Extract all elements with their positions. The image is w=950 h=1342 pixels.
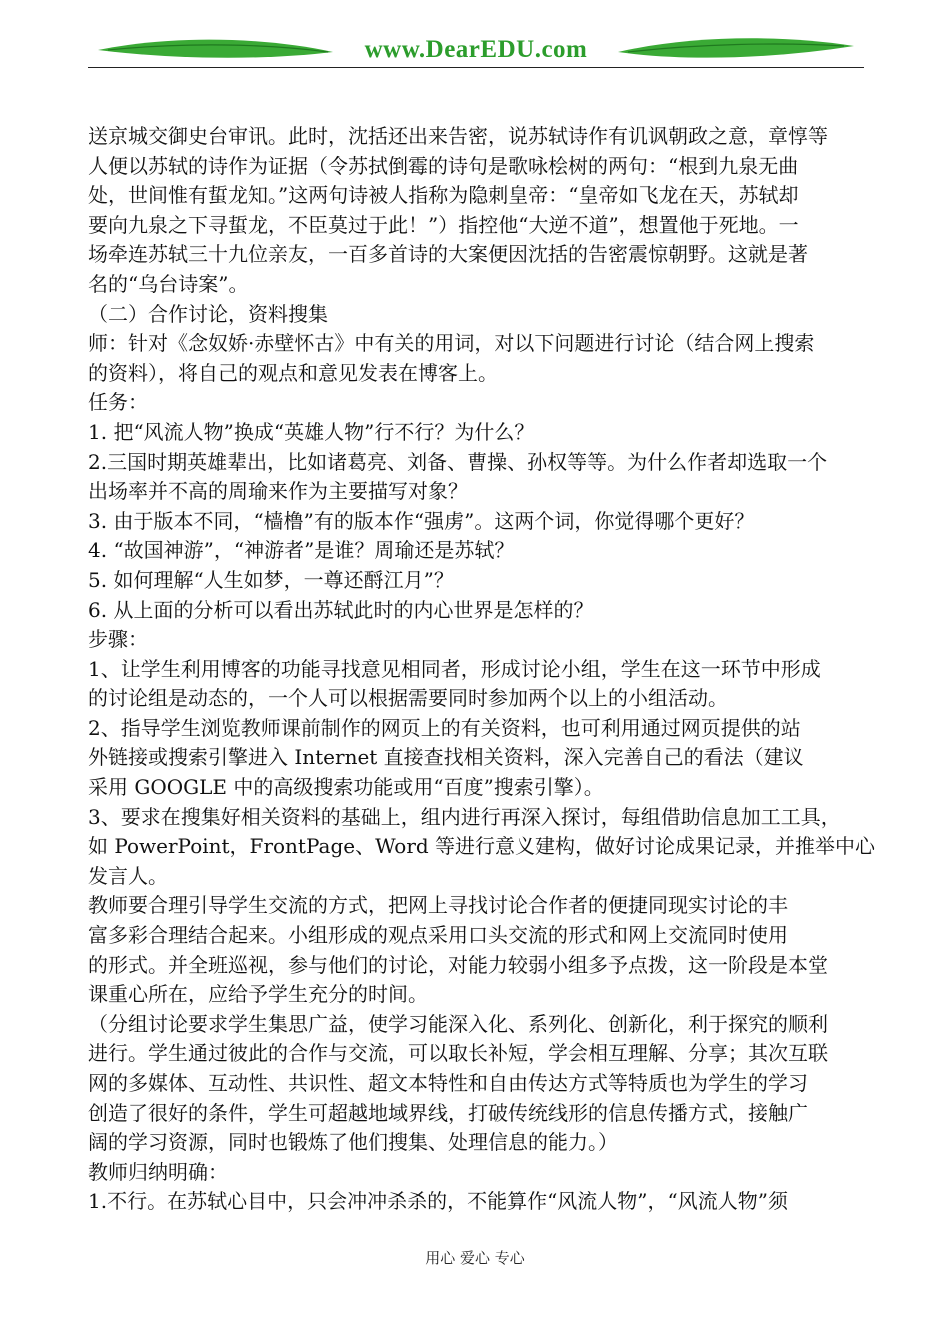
text-line: （二）合作讨论，资料搜集 — [88, 301, 328, 326]
text-line: 阔的学习资源，同时也锻炼了他们搜集、处理信息的能力。） — [88, 1130, 618, 1155]
text-line: 教师归纳明确： — [88, 1159, 228, 1184]
text-line: 名的“乌台诗案”。 — [88, 271, 249, 296]
text-line: 师：针对《念奴娇·赤壁怀古》中有关的用词，对以下问题进行讨论（结合网上搜索 — [88, 331, 815, 356]
text-line: 网的多媒体、互动性、共识性、超文本特性和自由传达方式等特质也为学生的学习 — [88, 1071, 808, 1095]
text-line: 课重心所在，应给予学生充分的时间。 — [88, 982, 428, 1007]
text-line: 2.三国时期英雄辈出，比如诸葛亮、刘备、曹操、孙权等等。为什么作者却选取一个 — [88, 449, 828, 474]
site-brand: www.DearEDU.com — [364, 36, 588, 63]
text-line: 2、指导学生浏览教师课前制作的网页上的有关资料，也可利用通过网页提供的站 — [88, 715, 801, 740]
text-line: 出场率并不高的周瑜来作为主要描写对象？ — [88, 479, 468, 504]
text-line: 要向九泉之下寻蜇龙，不臣莫过于此！”）指控他“大逆不道”，想置他于死地。一 — [88, 212, 799, 237]
text-line: 1、让学生利用博客的功能寻找意见相同者，形成讨论小组，学生在这一环节中形成 — [88, 656, 821, 681]
text-line: 教师要合理引导学生交流的方式，把网上寻找讨论合作者的便捷同现实讨论的丰 — [88, 893, 788, 918]
text-line: 1.不行。在苏轼心目中，只会冲冲杀杀的，不能算作“风流人物”，“风流人物”须 — [88, 1189, 788, 1214]
text-line: 1. 把“风流人物”换成“英雄人物”行不行？为什么？ — [88, 419, 535, 444]
text-line: 外链接或搜索引擎进入 Internet 直接查找相关资料，深入完善自己的看法（建议 — [88, 745, 804, 770]
text-line: 发言人。 — [88, 863, 168, 888]
text-line: 的形式。并全班巡视，参与他们的讨论，对能力较弱小组多予点拨，这一阶段是本堂 — [88, 952, 828, 977]
header-divider — [88, 67, 864, 68]
text-line: 的讨论组是动态的，一个人可以根据需要同时参加两个以上的小组活动。 — [88, 686, 728, 711]
text-line: 富多彩合理结合起来。小组形成的观点采用口头交流的形式和网上交流同时使用 — [88, 923, 788, 948]
text-line: 的资料），将自己的观点和意见发表在博客上。 — [88, 360, 498, 385]
text-line: 3. 由于版本不同，“樯橹”有的版本作“强虏”。这两个词，你觉得哪个更好？ — [88, 508, 755, 533]
page-footer: 用心 爱心 专心 — [425, 1249, 525, 1267]
text-line: 如 PowerPoint，FrontPage、Word 等进行意义建构，做好讨论成果记录，并推举中心 — [88, 834, 876, 859]
text-line: 处，世间惟有蜇龙知。”这两句诗被人指称为隐刺皇帝：“皇帝如飞龙在天，苏轼却 — [88, 183, 799, 208]
text-line: 人便以苏轼的诗作为证据（令苏拭倒霉的诗句是歌咏桧树的两句：“根到九泉无曲 — [88, 153, 799, 178]
text-line: 3、要求在搜集好相关资料的基础上，组内进行再深入探讨，每组借助信息加工工具， — [88, 804, 841, 829]
text-line: （分组讨论要求学生集思广益，使学习能深入化、系列化、创新化，利于探究的顺利 — [88, 1011, 828, 1036]
text-line: 采用 GOOGLE 中的高级搜索功能或用“百度”搜索引擎）。 — [88, 775, 604, 800]
text-line: 任务： — [88, 390, 148, 415]
text-line: 送京城交御史台审讯。此时，沈括还出来告密，说苏轼诗作有讥讽朝政之意，章惇等 — [88, 124, 828, 148]
document-body — [88, 122, 878, 1217]
text-line: 场牵连苏轼三十九位亲友，一百多首诗的大案便因沈括的告密震惊朝野。这就是著 — [88, 242, 808, 267]
text-line: 5. 如何理解“人生如梦，一尊还酹江月”？ — [88, 567, 454, 592]
text-line: 创造了很好的条件，学生可超越地域界线，打破传统线形的信息传播方式，接触广 — [88, 1100, 808, 1125]
text-line: 进行。学生通过彼此的合作与交流，可以取长补短，学会相互理解、分享；其次互联 — [88, 1041, 828, 1066]
text-line: 6. 从上面的分析可以看出苏轼此时的内心世界是怎样的？ — [88, 597, 594, 622]
text-line: 4. “故国神游”，“神游者”是谁？周瑜还是苏轼？ — [88, 538, 515, 563]
text-line: 步骤： — [88, 627, 148, 652]
